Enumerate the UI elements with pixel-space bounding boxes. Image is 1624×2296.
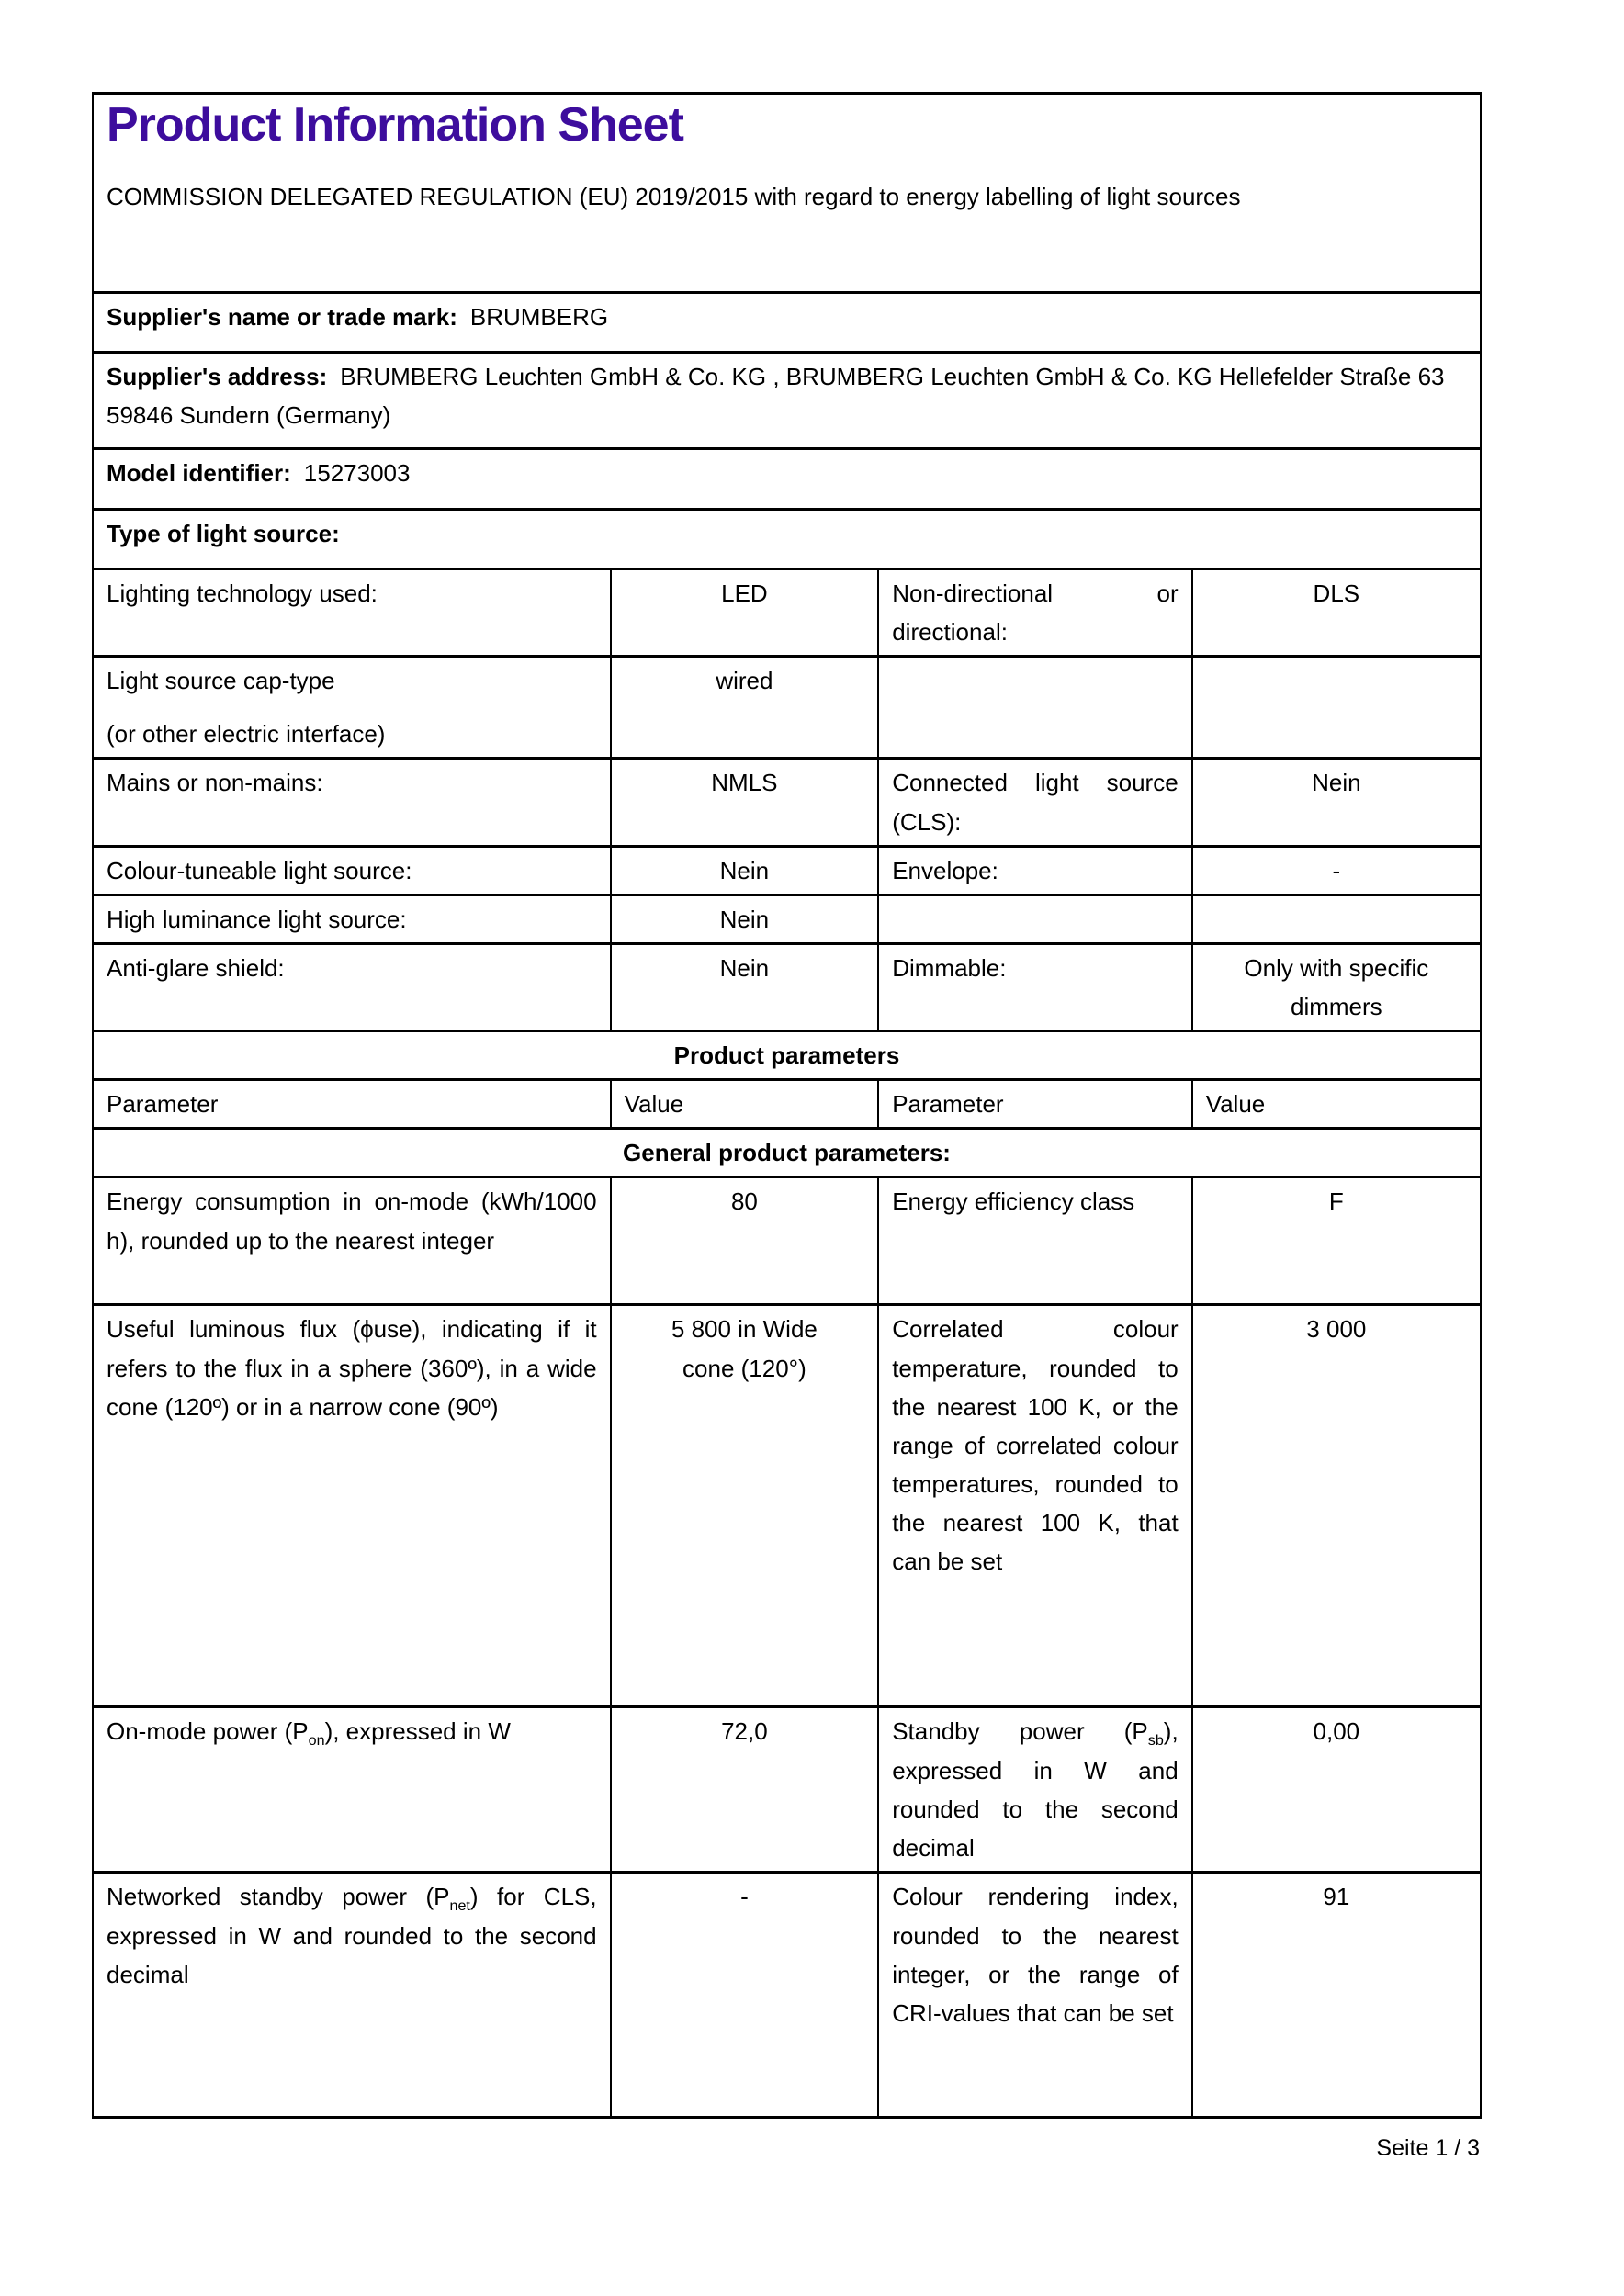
high-luminance-value: Nein [611,895,879,943]
high-luminance-label: High luminance light source: [93,895,611,943]
column-header-value-2: Value [1192,1080,1481,1129]
networked-standby-power-value: - [611,1873,879,2118]
standby-power-value: 0,00 [1192,1707,1481,1873]
energy-consumption-value: 80 [611,1177,879,1305]
envelope-label: Envelope: [878,846,1191,895]
useful-luminous-flux-label: Useful luminous flux (ϕuse), indicating if it refers to the flux in a sphere (360º), in a wide cone (120º) or in a narrow cone (90º) [93,1305,611,1707]
cap-type-label-line2: (or other electric interface) [107,720,386,748]
supplier-address-row [93,353,1481,449]
table-row [93,846,1481,895]
directionality-value: DLS [1192,569,1481,657]
standby-power-label: Standby power $(P_{sb})$, expressed in W and rounded to the second decimal [878,1707,1191,1873]
product-parameters-table [92,92,1482,2119]
on-mode-power-label: On-mode power $(P_{on})$, expressed in W [93,1707,611,1873]
anti-glare-label: Anti-glare shield: [93,943,611,1030]
type-of-light-source-heading: Type of light source: [93,510,1481,569]
table-row [93,1707,1481,1873]
empty-cell [1192,895,1481,943]
subscript-net: net [449,1897,470,1915]
empty-cell [1192,657,1481,759]
supplier-name-row [93,293,1481,353]
lighting-technology-label: Lighting technology used: [93,569,611,657]
supplier-address-label: Supplier's address: [107,363,328,390]
column-header-parameter-1: Parameter [93,1080,611,1129]
model-identifier-row [93,449,1481,510]
model-identifier-value: 15273003 [303,459,411,487]
table-row [93,569,1481,657]
table-row [93,293,1481,353]
model-identifier-label: Model identifier: [107,459,291,487]
colour-tuneable-value: Nein [611,846,879,895]
mains-label: Mains or non-mains: [93,759,611,846]
mains-value: NMLS [611,759,879,846]
table-row [93,510,1481,569]
on-mode-power-value: 72,0 [611,1707,879,1873]
energy-consumption-label: Energy consumption in on-mode (kWh/1000 h), rounded up to the nearest integer [93,1177,611,1305]
useful-luminous-flux-value: 5 800 in Wide cone (120°) [611,1305,879,1707]
subscript-sb: sb [1147,1732,1164,1750]
table-row [93,1031,1481,1080]
table-row [93,759,1481,846]
colour-tuneable-label: Colour-tuneable light source: [93,846,611,895]
table-row [93,94,1481,293]
table-row [93,1177,1481,1305]
empty-cell [878,657,1191,759]
product-information-sheet [92,92,1482,2119]
colour-rendering-index-label: Colour rendering index, rounded to the nearest integer, or the range of CRI-values that can be set [878,1873,1191,2118]
connected-light-source-value: Nein [1192,759,1481,846]
anti-glare-value: Nein [611,943,879,1030]
page-number: Seite 1 / 3 [1376,2135,1480,2161]
table-row [93,895,1481,943]
dimmable-label: Dimmable: [878,943,1191,1030]
supplier-address-value: BRUMBERG Leuchten GmbH & Co. KG , BRUMBERG Leuchten GmbH & Co. KG Hellefelder Straße 63 59846 Sundern (Germany) [107,363,1445,430]
table-row [93,943,1481,1030]
cap-type-value: wired [611,657,879,759]
colour-rendering-index-value: 91 [1192,1873,1481,2118]
general-product-parameters-heading: General product parameters: [93,1129,1481,1177]
regulation-subtitle: COMMISSION DELEGATED REGULATION (EU) 2019/2015 with regard to energy labelling of light sources [107,182,1241,210]
page-title: Product Information Sheet [107,98,683,152]
table-row [93,1873,1481,2118]
lighting-technology-value: LED [611,569,879,657]
supplier-name-label: Supplier's name or trade mark: [107,303,457,331]
column-header-parameter-2: Parameter [878,1080,1191,1129]
title-block [93,94,1481,293]
directionality-label: Non-directional or directional: [878,569,1191,657]
supplier-name-value: BRUMBERG [469,303,609,331]
table-row [93,353,1481,449]
table-row [93,1080,1481,1129]
dimmable-value: Only with specific dimmers [1192,943,1481,1030]
cap-type-label-line1: Light source cap-type [107,667,335,695]
envelope-value: - [1192,846,1481,895]
networked-standby-power-label: Networked standby power $(P_{net})$ for CLS, expressed in W and rounded to the second decimal [93,1873,611,2118]
subscript-on: on [308,1732,325,1750]
table-row [93,1305,1481,1707]
product-parameters-heading: Product parameters [93,1031,1481,1080]
table-row [93,657,1481,759]
energy-efficiency-class-value: F [1192,1177,1481,1305]
table-row [93,449,1481,510]
table-row [93,1129,1481,1177]
correlated-colour-temperature-value: 3 000 [1192,1305,1481,1707]
connected-light-source-label: Connected light source (CLS): [878,759,1191,846]
energy-efficiency-class-label: Energy efficiency class [878,1177,1191,1305]
column-header-value-1: Value [611,1080,879,1129]
cap-type-label [93,657,611,759]
correlated-colour-temperature-label: Correlated colour temperature, rounded to the nearest 100 K, or the range of correlated colour temperatures, rounded to the nearest 100 K, that can be set [878,1305,1191,1707]
empty-cell [878,895,1191,943]
